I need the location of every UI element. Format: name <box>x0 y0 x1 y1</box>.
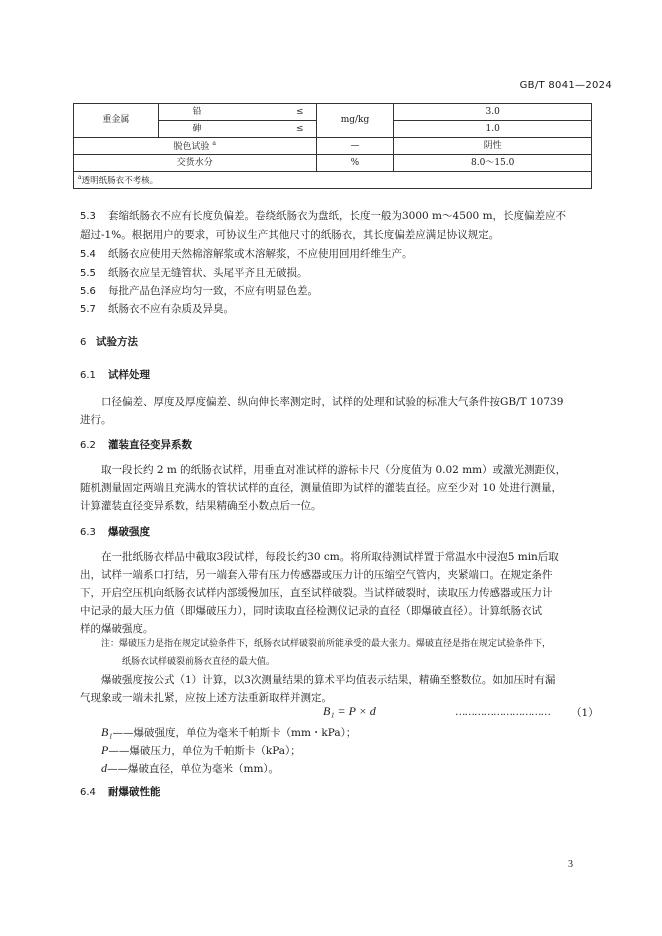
section-6-2-text-cont: 随机测量固定两端且充满水的管状试样的直径，测量值即为试样的灌装直径。应至少对 10 处进行测量， <box>80 482 563 494</box>
section-6-3-text-cont: 爆破强度按公式（1）计算，以3次测量结果的算术平均值表示结果，精确至整数位。如加压时有漏 <box>101 674 556 686</box>
moisture-value: 8.0～15.0 <box>394 155 592 172</box>
section-6-2-heading: 6.2 灌装直径变异系数 <box>80 439 192 451</box>
arsenic-label: 砷 <box>158 121 235 138</box>
decolor-label: 脱色试验 $^a$ <box>74 138 317 155</box>
formula-number: （1） <box>571 707 599 719</box>
formula-leader: ………………………… <box>455 706 550 718</box>
clause-5-4: 5.4 纸肠衣应使用天然棉溶解浆或木溶解浆，不应使用回用纤维生产。 <box>80 248 413 260</box>
spec-table <box>73 103 592 189</box>
section-6-3-text-cont: 下，开启空压机向纸肠衣试样内部缓慢加压，直至试样破裂。当试样破裂时，读取压力传感器或压力计 <box>80 587 553 599</box>
lead-lte: ≤ <box>235 104 316 121</box>
decolor-value: 阴性 <box>394 138 592 155</box>
section-6-3-text-cont: 出，试样一端系口打结，另一端套入带有压力传感器或压力计的压缩空气管内，夹紧端口。在规定条件 <box>80 569 553 581</box>
section-6-4-heading: 6.4 耐爆破性能 <box>80 786 161 798</box>
lead-value: 3.0 <box>394 104 592 121</box>
formula: B₁ = P × d <box>323 704 376 718</box>
section-6-3-text-cont: 中记录的最大压力值（即爆破压力），同时读取直径检测仪记录的直径（即爆破直径）。计算纸肠衣试 <box>80 605 542 617</box>
note-cont: 纸肠衣试样破裂前肠衣直径的最大值。 <box>122 657 276 667</box>
section-6-3-text-cont: 气现象或一端未扎紧，应按上述方法重新取样并测定。 <box>80 692 332 704</box>
clause-5-3-cont: 超过-1%。根据用户的要求，可协议生产其他尺寸的纸肠衣，其长度偏差应满足协议规定。 <box>80 229 500 241</box>
table-row <box>74 155 592 172</box>
table-row <box>74 172 592 189</box>
variable-def: P——爆破压力，单位为千帕斯卡（kPa）； <box>101 743 301 757</box>
moisture-label: 交货水分 <box>74 155 317 172</box>
section-6-1-heading: 6.1 试样处理 <box>80 369 150 381</box>
section-6-3-heading: 6.3 爆破强度 <box>80 526 150 538</box>
moisture-unit: % <box>316 155 394 172</box>
decolor-unit: — <box>316 138 394 155</box>
page-number: 3 <box>568 859 573 870</box>
lead-label: 铅 <box>158 104 235 121</box>
heavy-metal-cell: 重金属 <box>74 104 159 138</box>
section-6-1-text: 口径偏差、厚度及厚度偏差、纵向伸长率测定时，试样的处理和试验的标准大气条件按GB/T 10739 <box>101 396 564 408</box>
unit-mgkg: mg/kg <box>316 104 394 138</box>
clause-5-5: 5.5 纸肠衣应呈无缝管状、头尾平齐且无破损。 <box>80 267 308 279</box>
note: 注：爆破压力是指在规定试验条件下，纸肠衣试样破裂前所能承受的最大张力。爆破直径是指在规定试验条件下， <box>101 639 552 649</box>
section-6-3-text: 在一批纸肠衣样品中截取3段试样，每段长约30 cm。将所取待测试样置于常温水中浸泡5 min后取 <box>101 551 559 563</box>
section-6-2-text: 取一段长约 2 m 的纸肠衣试样，用垂直对准试样的游标卡尺（分度值为 0.02 mm）或激光测距仪， <box>101 464 567 476</box>
footnote-marker: a <box>212 139 216 147</box>
variable-def: d——爆破直径，单位为毫米（mm）。 <box>101 761 280 775</box>
section-6-heading: 6 试验方法 <box>80 336 138 348</box>
variable-def: B₁——爆破强度，单位为毫米千帕斯卡（mm・kPa）； <box>101 725 357 739</box>
table-footnote: $^a$透明纸肠衣不考核。 <box>74 172 592 189</box>
section-6-2-text-cont: 计算灌装直径变异系数，结果精确至小数点后一位。 <box>80 500 322 512</box>
section-6-3-text-cont: 样的爆破强度。 <box>80 623 154 635</box>
clause-5-3: 5.3 套缩纸肠衣不应有长度负偏差。卷绕纸肠衣为盘纸，长度一般为3000 m～4500 m，长度偏差应不 <box>80 210 567 222</box>
arsenic-lte: ≤ <box>235 121 316 138</box>
clause-5-6: 5.6 每批产品色泽应均匀一致，不应有明显色差。 <box>80 285 318 297</box>
section-6-1-text-cont: 进行。 <box>80 414 112 426</box>
clause-5-7: 5.7 纸肠衣不应有杂质及异臭。 <box>80 303 234 315</box>
table-row <box>74 104 592 121</box>
table-row <box>74 138 592 155</box>
arsenic-value: 1.0 <box>394 121 592 138</box>
standard-code: GB/T 8041—2024 <box>519 80 612 91</box>
